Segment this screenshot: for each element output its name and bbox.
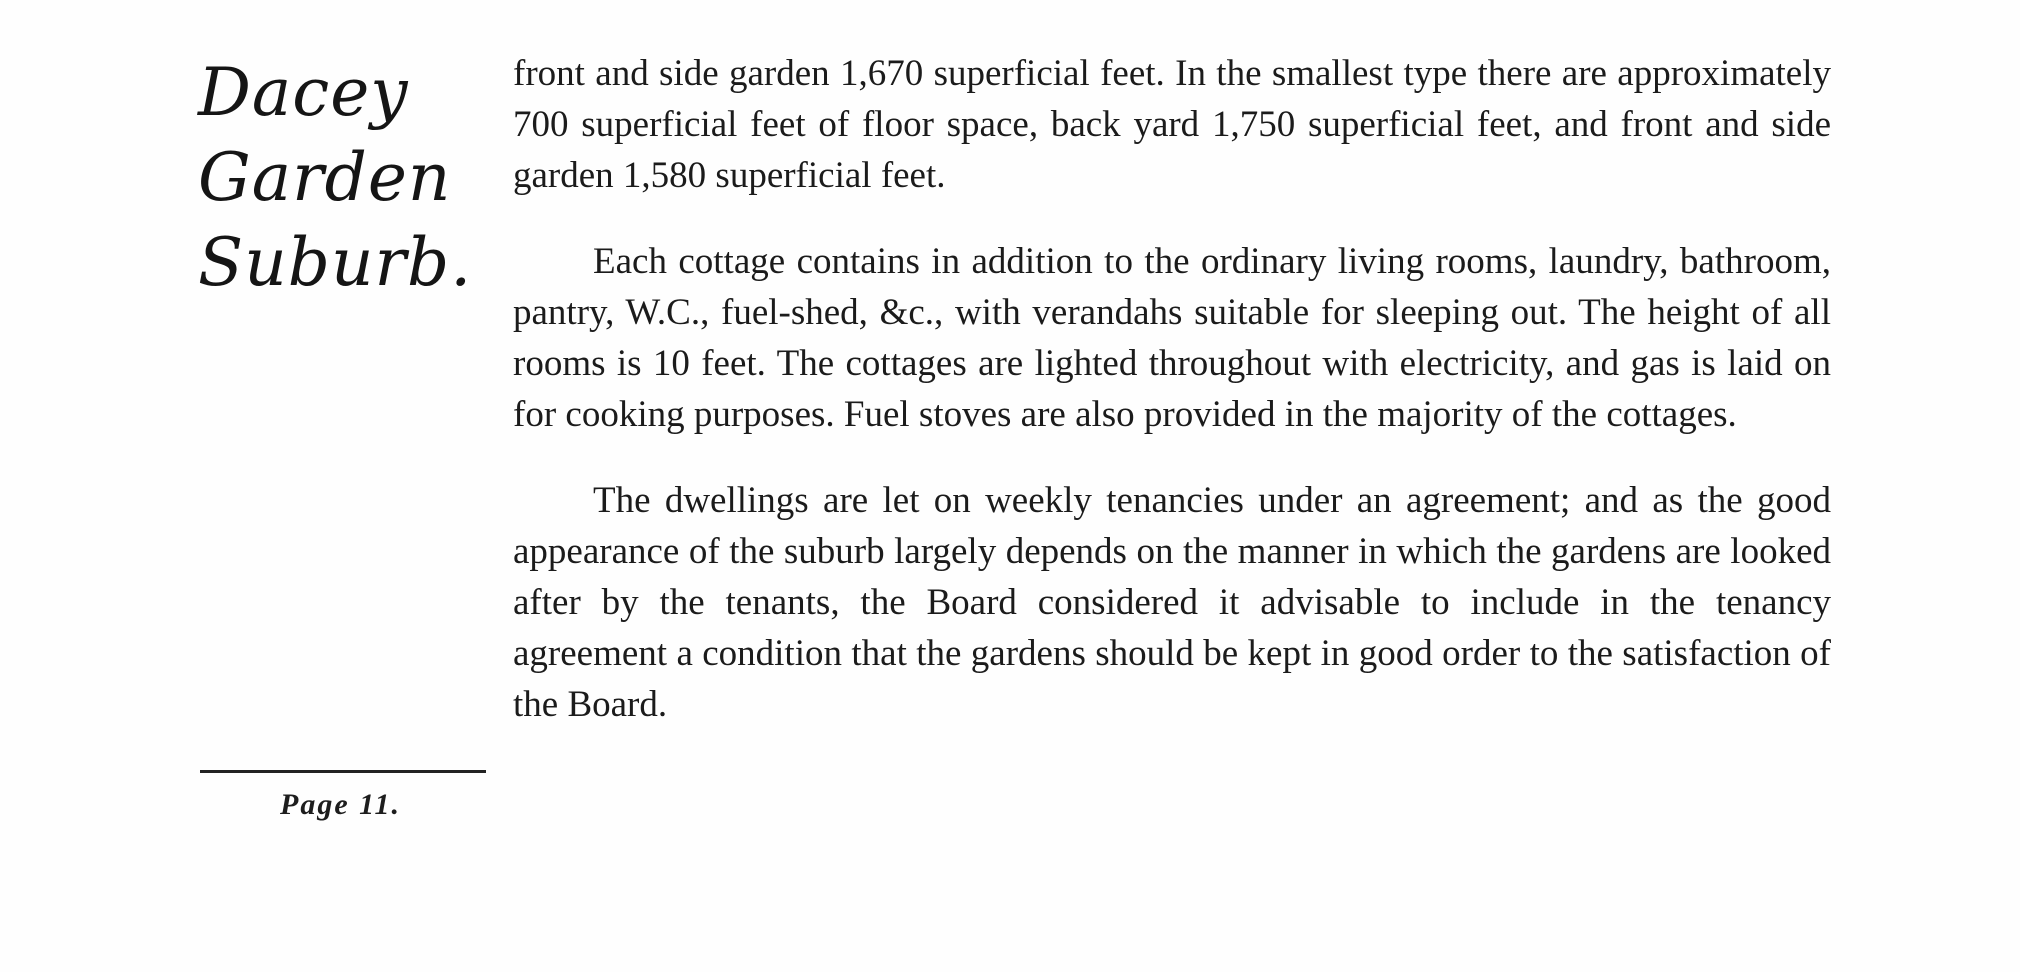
paragraph: The dwellings are let on weekly tenancies under an agreement; and as the good appearance of the suburb largely depends on the manner in which the gardens are looked after by the tenants, the Board considered it advisable to include in the tenancy agreement a condition that the gardens should be kept in good order to the satisfaction of the Board.	[513, 480, 1831, 725]
side-heading	[198, 50, 498, 305]
paragraph: front and side garden 1,670 superficial feet. In the smallest type there are approximately 700 superficial feet of floor space, back yard 1,750 superficial feet, and front and side garden 1,580 superficial feet.	[513, 53, 1831, 196]
sidebar-divider	[200, 770, 486, 773]
paragraph: Each cottage contains in addition to the ordinary living rooms, laundry, bathroom, pantry, W.C., fuel-shed, &c., with verandahs suitable for sleeping out. The height of all rooms is 10 feet. The cottages are lighted throughout with electricity, and gas is laid on for cooking purposes. Fuel stoves are also provided in the majority of the cottages.	[513, 241, 1831, 435]
body-text	[513, 48, 1831, 765]
side-heading-line-1: Dacey	[198, 54, 409, 131]
page-number: Page 11.	[280, 788, 401, 821]
side-heading-line-2: Garden	[198, 139, 452, 216]
side-heading-line-3: Suburb.	[198, 224, 473, 301]
